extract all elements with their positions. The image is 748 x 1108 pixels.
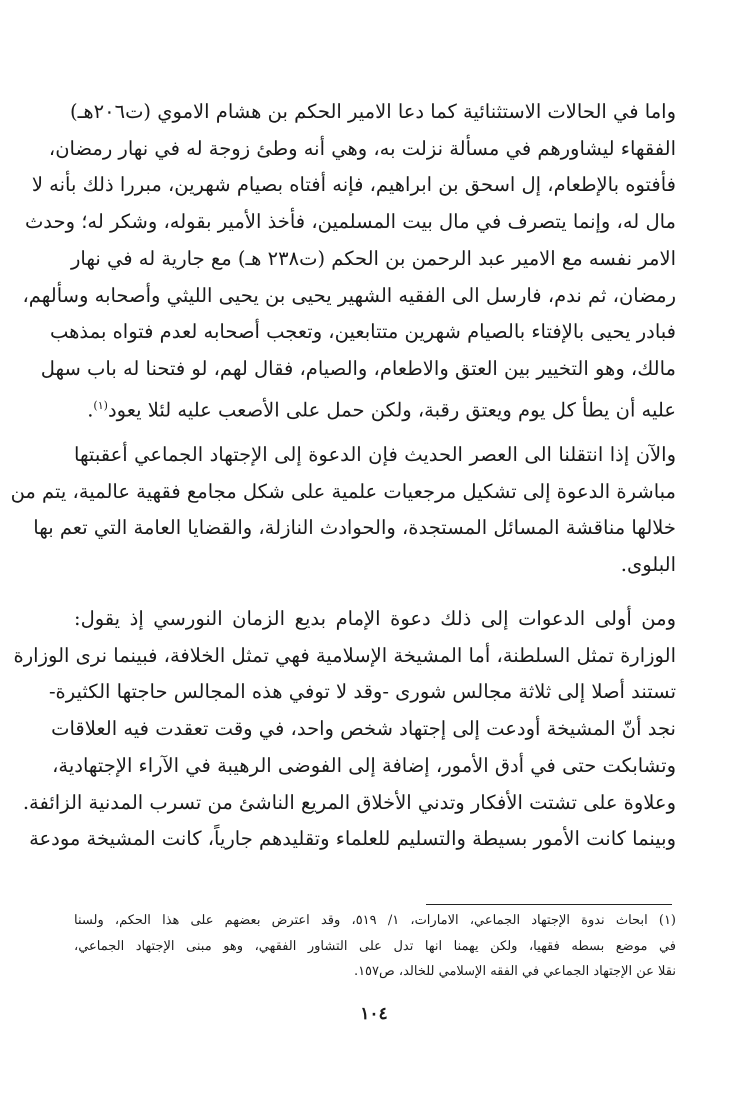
text-line: الامر نفسه مع الامير عبد الرحمن بن الحكم (ت٢٣٨ هـ) مع جارية له في نهار (71, 246, 676, 270)
text-line: وتشابكت حتى في أدق الأمور، إضافة إلى الفوضى الرهيبة في الآراء الإجتهادية، (52, 753, 676, 777)
text-line: وبينما كانت الأمور بسيطة والتسليم للعلماء وتقليدهم جارياً، كانت المشيخة مودعة (29, 827, 676, 851)
footnote-line: نقلا عن الإجتهاد الجماعي في الفقه الإسلامي للخالد، ص١٥٧. (353, 964, 676, 979)
text-line: ومن أولى الدعوات إلى ذلك دعوة الإمام بديع الزمان النورسي إذ يقول: (74, 607, 676, 630)
text-line: فأفتوه بالإطعام، إل اسحق بن ابراهيم، فإنه أفتاه بصيام شهرين، مبررا ذلك بأنه لا (31, 173, 676, 197)
paragraph-2 (10, 437, 676, 584)
paragraph-1 (22, 94, 676, 429)
text-line: فبادر يحيى بالإفتاء بالصيام شهرين متتابعين، وتعجب أصحابه لعدم فتواه بمذهب (50, 320, 676, 344)
footnote-line: (١) ابحاث ندوة الإجتهاد الجماعي، الامارات، ١/ ٥١٩، وقد اعترض بعضهم على هذا الحكم، ولسنا (74, 913, 676, 928)
footnote-line: في موضع بسطه فقهيا، ولكن يهمنا انها تدل على التشاور الفقهي، وهو مبنى الإجتهاد الجماعي، (74, 938, 676, 954)
paragraph-3 (13, 601, 676, 858)
text-line: رمضان، ثم ندم، فارسل الى الفقيه الشهير يحيى بن يحيى الليثي وأصحابه وسألهم، (22, 283, 676, 307)
text-line: مال له، وإنما يتصرف في مال بيت المسلمين، فأخذ الأمير بقوله، وشكر له؛ وحدث (24, 210, 676, 234)
text-line: مالك، وهو التخيير بين العتق والاطعام، والصيام، فقال لهم، لو فتحنا له باب سهل (40, 356, 676, 380)
text-line: مباشرة الدعوة إلى تشكيل مرجعيات علمية على شكل مجامع فقهية عالمية، يتم من (10, 479, 676, 503)
footnote-reference[interactable]: (١) (93, 398, 108, 412)
text-line: الفقهاء ليشاورهم في مسألة نزلت به، وهي أنه وطئ زوجة له في نهار رمضان، (48, 136, 676, 160)
text-line-content: عليه أن يطأ كل يوم ويعتق رقبة، ولكن حمل على الأصعب عليه لئلا يعود (107, 398, 676, 422)
text-line: وعلاوة على تشتت الأفكار وتدني الأخلاق المريع الناشئ من تسرب المدنية الزائفة. (22, 790, 676, 814)
text-line: والآن إذا انتقلنا الى العصر الحديث فإن الدعوة إلى الإجتهاد الجماعي أعقبتها (74, 443, 676, 466)
text-line: واما في الحالات الاستثنائية كما دعا الامير الحكم بن هشام الاموي (ت٢٠٦هـ) (70, 100, 676, 123)
footnote-separator (426, 904, 672, 905)
footnotes (74, 908, 676, 985)
text-line: نجد أنّ المشيخة أودعت إلى إجتهاد شخص واحد، في وقت تعقدت فيه العلاقات (51, 717, 676, 741)
text-line-last (74, 388, 676, 429)
page-number: ١٠٤ (360, 1004, 388, 1024)
text-line: الوزارة تمثل السلطنة، أما المشيخة الإسلامية فهي تمثل الخلافة، فبينما نرى الوزارة (13, 643, 676, 667)
text-line: خلالها مناقشة المسائل المستجدة، والحوادث النازلة، والقضايا العامة التي تعم بها (33, 516, 676, 540)
text-line: تستند أصلا إلى ثلاثة مجالس شورى -وقد لا توفي هذه المجالس حاجتها الكثيرة- (48, 680, 676, 704)
sentence-ending: . (87, 398, 94, 422)
text-line-last: البلوى. (620, 553, 676, 577)
